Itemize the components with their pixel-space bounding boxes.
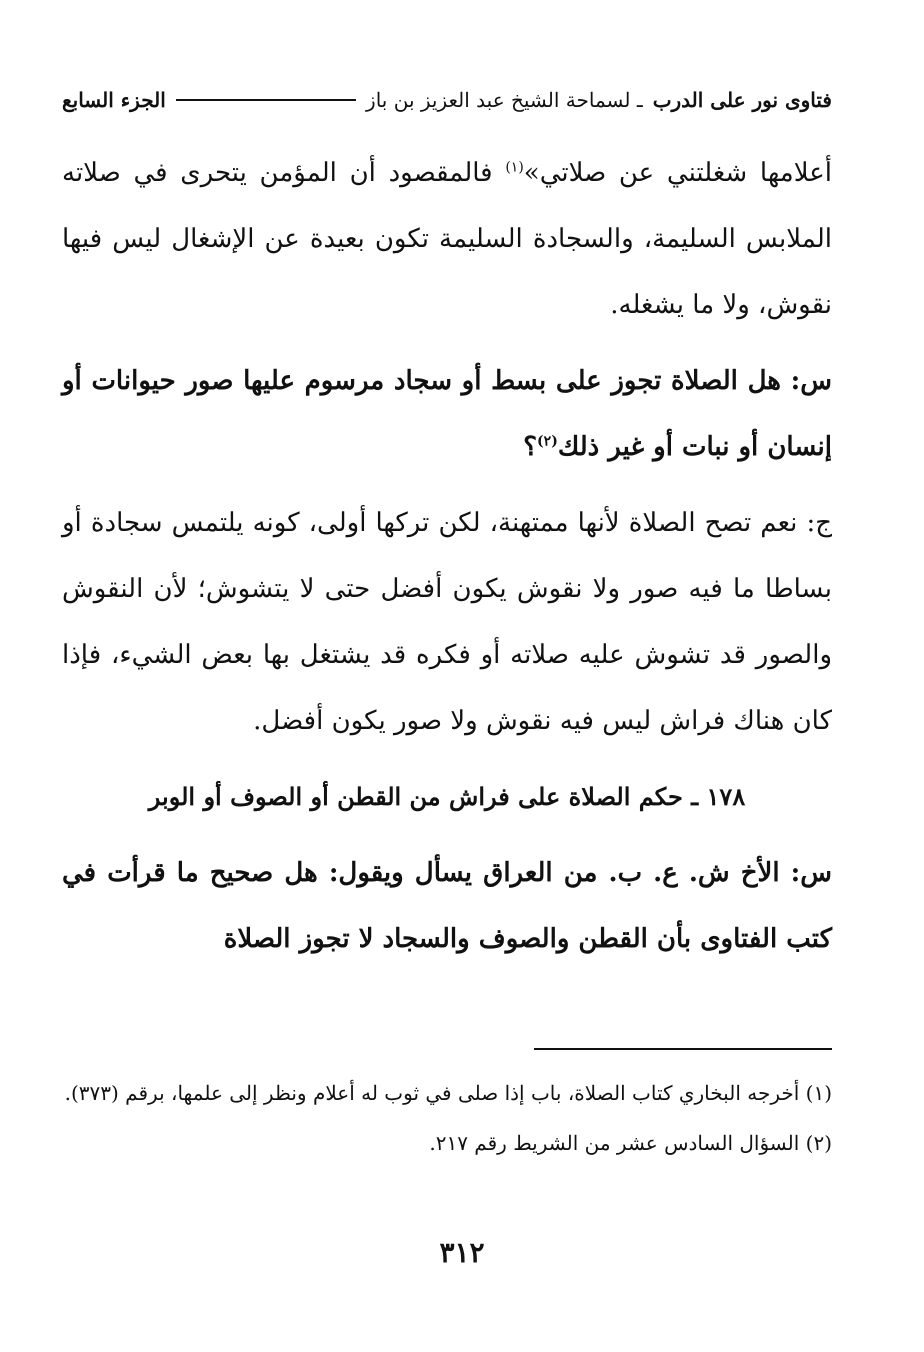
section-heading: ١٧٨ ـ حكم الصلاة على فراش من القطن أو الصوف أو الوبر (148, 782, 746, 811)
paragraph-text-rest: فالمقصود أن المؤمن يتحرى في صلاته الملابس السليمة، والسجادة السليمة تكون بعيدة عن الإشغال ليس فيها نقوش، ولا ما يشغله. (62, 158, 832, 320)
footnote-2: (٢) السؤال السادس عشر من الشريط رقم ٢١٧. (429, 1131, 832, 1155)
paragraph-continuation (62, 140, 832, 338)
question-mark: ؟ (523, 432, 538, 462)
question-1 (62, 348, 832, 480)
footnote-ref-2: (٢) (537, 433, 558, 450)
footnote-separator (534, 1048, 832, 1050)
book-title: فتاوى نور على الدرب (652, 88, 832, 112)
volume-label: الجزء السابع (62, 88, 166, 112)
answer-1: ج: نعم تصح الصلاة لأنها ممتهنة، لكن تركها أولى، كونه يلتمس سجادة أو بساطا ما فيه صور ولا نقوش يكون أفضل حتى لا يتشوش؛ لأن النقوش والصور قد تشوش عليه صلاته أو فكره قد يشتغل بها بعض الشيء، فإذا كان هناك فراش ليس فيه نقوش ولا صور يكون أفضل. (62, 508, 832, 736)
question-text: س: هل الصلاة تجوز على بسط أو سجاد مرسوم عليها صور حيوانات أو إنسان أو نبات أو غير ذلك (62, 366, 832, 462)
footnote-1: (١) أخرجه البخاري كتاب الصلاة، باب إذا صلى في ثوب له أعلام ونظر إلى علمها، برقم (٣٧٣). (64, 1081, 832, 1105)
page-number: ٣١٢ (439, 1236, 485, 1269)
question-2: س: الأخ ش. ع. ب. من العراق يسأل ويقول: هل صحيح ما قرأت في كتب الفتاوى بأن القطن والصوف والسجاد لا تجوز الصلاة (62, 858, 832, 954)
main-text (62, 140, 832, 972)
header-rule (176, 99, 356, 101)
footnote-ref-1: (١) (505, 159, 524, 176)
author-credit: ـ لسماحة الشيخ عبد العزيز بن باز (366, 88, 643, 112)
footnotes (62, 1068, 832, 1168)
paragraph-text: أعلامها شغلتني عن صلاتي» (523, 158, 832, 188)
running-header (62, 82, 832, 118)
